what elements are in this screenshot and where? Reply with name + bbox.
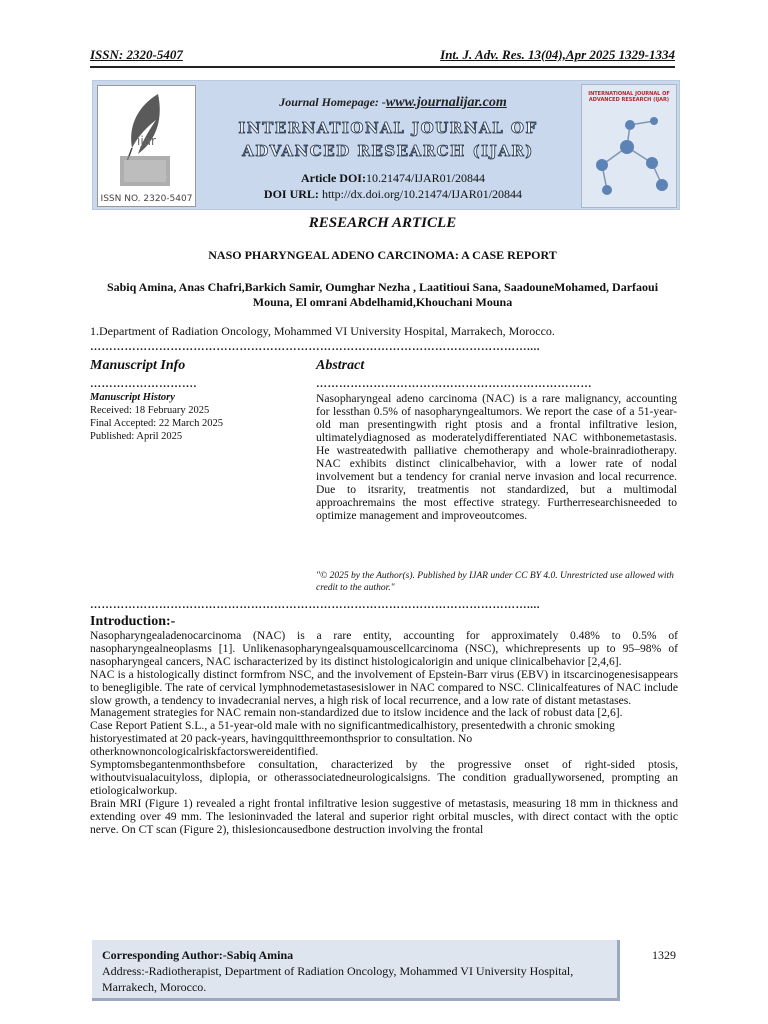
journal-name-line2: ADVANCED RESEARCH (IJAR) [242,142,534,160]
separator-dots: ……………………………………………………………… [316,378,592,390]
separator-dots: ………………………. [90,378,197,390]
header-citation: Int. J. Adv. Res. 13(04),Apr 2025 1329-1334 [440,47,675,62]
doi-url[interactable]: DOI URL: http://dx.doi.org/10.21474/IJAR01/20844 [263,187,523,201]
article-title: NASO PHARYNGEAL ADENO CARCINOMA: A CASE REPORT [208,248,557,262]
homepage-link[interactable]: www.journalijar.com [385,95,507,110]
journal-banner [92,80,680,210]
paragraph: Nasopharyngealadenocarcinoma (NAC) is a rare entity, accounting for approximately 0.48% to 0.5% of nasopharyngealneoplasms [1]. Unlikenasopharyngealsquamouscellcarcinoma (NSC), whichrepresents up to 95–98% of nasopharyngeal cancers, NAC ischaracterized by its distinct histologicalorigin and unique clinicalbehavior [2,4,6]. [90,629,678,668]
page-number: 1329 [652,948,676,962]
paragraph: Symptomsbegantenmonthsbefore consultation, characterized by the progressive onset of right-sided ptosis, withoutvisualacuityloss, diplopia, or otherassociatedneurologicalsigns. The condition graduallyworsened, prompting an etiologicalworkup. [90,758,678,797]
journal-name-line1: INTERNATIONAL JOURNAL OF [238,119,538,137]
published-date: Published: April 2025 [90,431,183,442]
received-date: Received: 18 February 2025 [90,405,210,416]
manuscript-info-heading: Manuscript Info [90,358,186,373]
introduction-body [90,630,678,837]
journal-logo [97,85,196,207]
paragraph: Management strategies for NAC remain non-standardized due to itslow incidence and the lack of robust data [2,6]. [90,706,623,720]
manuscript-history-label: Manuscript History [90,392,175,403]
abstract-text: Nasopharyngeal adeno carcinoma (NAC) is a rare malignancy, accounting for lessthan 0.5% of nasopharyngealtumors. We report the case of a 51-year-old man presentingwith right ptosis and a frontal infiltrative lesion, ultimatelydiagnosed as moderatelydifferentiated NAC withbonemetastasis. He wastreatedwith palliative chemotherapy and whole-brainradiotherapy. NAC exhibits distinct clinicalbehavior, with a lower rate of nodal involvement but a tendency for cranial nerve invasion and local recurrence. Due to itsrarity, treatmentis not standardized, but a multimodal approachremains the most effective strategy. Furtherresearchisneeded to optimize management and improveoutcomes. [316,392,677,522]
license-note: "© 2025 by the Author(s). Published by IJAR under CC BY 4.0. Unrestricted use allowed with credit to the author." [316,571,674,593]
molecule-icon [582,85,676,207]
logo-text: ijar [137,134,156,148]
corresponding-author-box [92,940,620,1001]
header-rule [90,66,675,68]
paragraph: Case Report Patient S.L., a 51-year-old male with no significantmedicalhistory, presentedwith a chronic smoking historyestimated at 20 pack-years, havingquitthreemonthsprior to consultation. No otherknownoncologicalriskfactorswereidentified. [90,719,615,759]
separator-dots: …………………………………………………………………………………………………….... [90,341,540,353]
separator-dots: …………………………………………………………………………………………………….... [90,599,540,611]
accepted-date: Final Accepted: 22 March 2025 [90,418,223,429]
affiliation: 1.Department of Radiation Oncology, Mohammed VI University Hospital, Marrakech, Morocco. [90,324,555,338]
journal-homepage: Journal Homepage: -www.journalijar.com [279,95,507,110]
header-issn: ISSN: 2320-5407 [90,47,183,62]
paragraph: Brain MRI (Figure 1) revealed a right frontal infiltrative lesion suggestive of metastasis, measuring 18 mm in thickness and extending over 49 mm. The lesioninvaded the lateral and superior right orbital muscles, with direct contact with the optic nerve. On CT scan (Figure 2), thislesioncausedbone destruction involving the frontal [90,796,678,836]
article-type: RESEARCH ARTICLE [308,215,457,231]
journal-cover-image [581,84,677,208]
running-header [90,47,675,67]
corresponding-address: Address:-Radiotherapist, Department of Radiation Oncology, Mohammed VI University Hospital, Marrakech, Morocco. [102,964,574,994]
paragraph: NAC is a histologically distinct formfrom NSC, and the involvement of Epstein-Barr virus (EBV) in itscarcinogenesisappears to benegligible. The rate of cervical lymphnodemetastasesislower in NAC compared to NSC. Clinicalfeatures of NAC include slow growth, a tendency to invadecranial nerves, a high risk of local recurrence, and a low rate of distant metastases. [90,667,678,707]
corresponding-author: Corresponding Author:-Sabiq Amina [102,948,294,962]
author-list: Sabiq Amina, Anas Chafri,Barkich Samir, Oumghar Nezha , Laatitioui Sana, SaadouneMohamed, Darfaoui Mouna, El omrani Abdelhamid,Khouchani Mouna [106,280,659,309]
article-doi: Article DOI:10.21474/IJAR01/20844 [301,171,485,185]
logo-issn: ISSN NO. 2320-5407 [100,194,193,204]
introduction-heading: Introduction:- [90,614,176,629]
abstract-heading: Abstract [316,358,365,373]
cover-title: INTERNATIONAL JOURNAL OF ADVANCED RESEARCH (IJAR) [588,91,670,103]
